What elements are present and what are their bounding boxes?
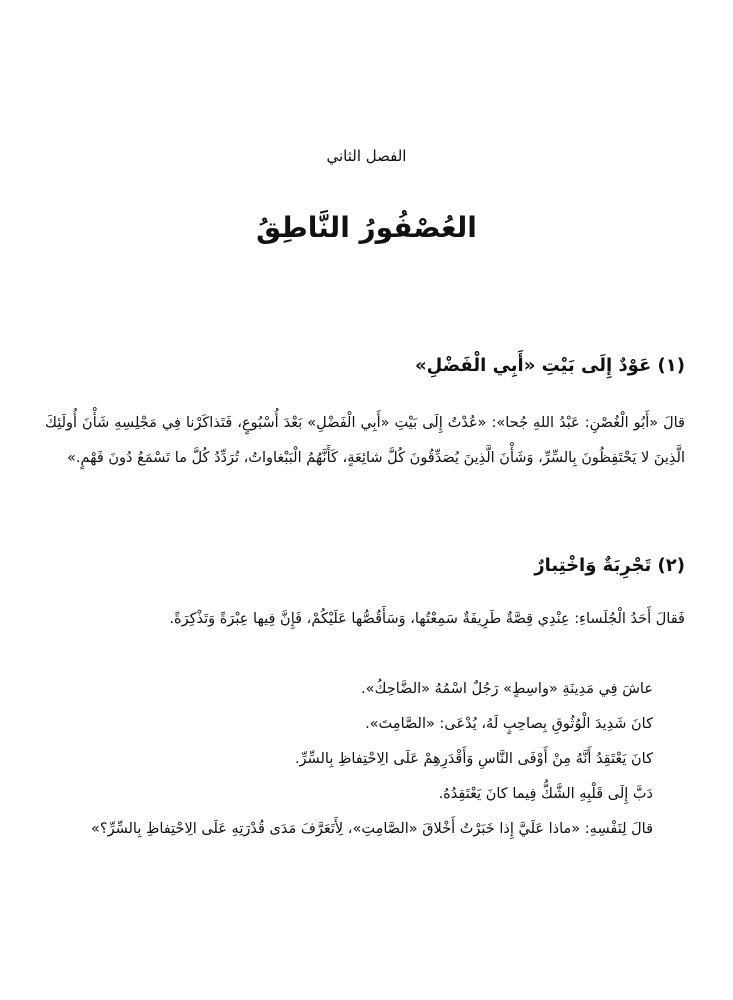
section-2-closing-paragraph: قالَ لِنَفْسِهِ: «ماذا عَلَيَّ إِذا خَبَرْتُ أَخْلاقَ «الصَّامِتِ»، لِأَتَعَرَّفَ مَدَى قُدْرَتِهِ عَلَى الِاحْتِفاظِ بِالسِّرِّ؟» [91,821,653,837]
section-2-intro-paragraph: فَقالَ أَحَدُ الْجُلَساءِ: عِنْدِي قِصَّةٌ طَرِيفَةٌ سَمِعْتُها، وَسَأَقُصُّها عَلَيْكُمْ، فَإِنَّ فِيها عِبْرَةً وَتَذْكِرَةً. [169,611,685,627]
chapter-label: الفصل الثاني [326,147,407,165]
story-line: كانَ شَدِيدَ الْوُثُوقِ بِصاحِبٍ لَهُ، يُدْعَى: «الصَّامِتَ». [365,716,653,732]
chapter-title: العُصْفُورُ النَّاطِقُ [256,211,477,244]
section-1-heading: (١) عَوْدٌ إِلَى بَيْتِ «أَبِي الْفَضْلِ» [415,355,685,376]
story-line: عاشَ فِي مَدِينَةِ «واسِطٍ» رَجُلٌ اسْمُهُ «الضَّاحِكُ». [361,681,653,697]
section-2-heading: (٢) تَجْرِبَةٌ وَاخْتِبارٌ [534,555,685,576]
section-1-paragraph: قالَ «أَبُو الْغُصْنِ: عَبْدُ اللهِ جُحا»: «عُدْتُ إِلَى بَيْتِ «أَبِي الْفَضْلِ» بَعْدَ أُسْبُوعٍ، فَتَذاكَرْنا فِي مَجْلِسِهِ شَأْنَ أُولَئِكَ الَّذِينَ لا يَحْتَفِظُونَ بِالسِّرِّ، وَشَأْنَ الَّذِينَ يُصَدِّقُونَ كُلَّ شائِعَةٍ، كَأَنَّهُمُ الْبَبْغاواتُ، تُرَدِّدُ كُلَّ ما تَسْمَعُ دُونَ فَهْمٍ.» [45,415,685,466]
story-line: دَبَّ إِلَى قَلْبِهِ الشَّكُّ فِيما كانَ يَعْتَقِدُهُ. [438,786,653,802]
story-line: كانَ يَعْتَقِدُ أَنَّهُ مِنْ أَوْفَى النَّاسِ وَأَقْدَرِهِمْ عَلَى الِاحْتِفاظِ بِالسِّرِّ. [294,751,653,767]
